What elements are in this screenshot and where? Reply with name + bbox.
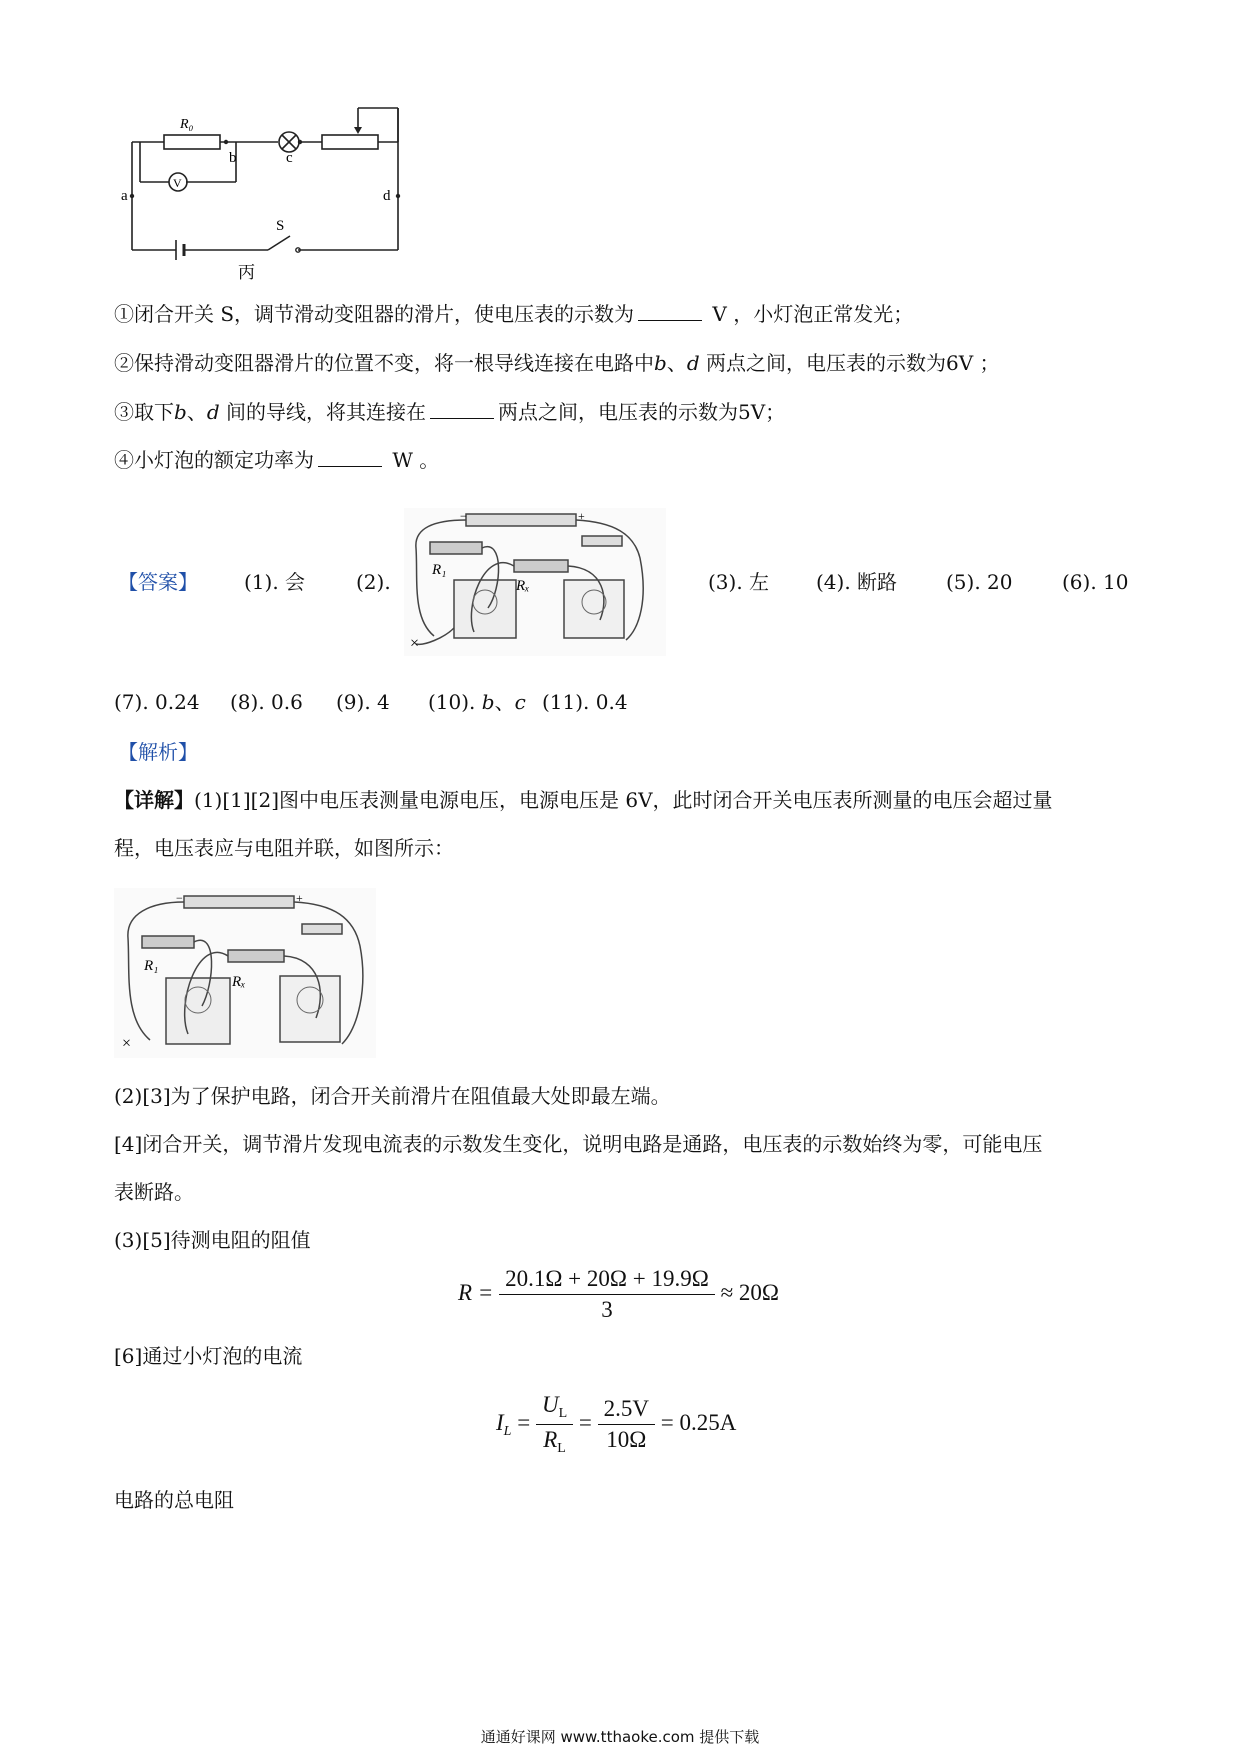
formula-denominator: 3 [601,1297,613,1322]
answer-label: 【答案】 [118,570,198,594]
answer-11: (11). 0.4 [542,690,628,714]
step-1-text: ①闭合开关 S，调节滑动变阻器的滑片，使电压表的示数为 [114,302,635,326]
formula-num-2: 2.5V [598,1396,655,1425]
formula-current [496,1392,736,1457]
separator: 、 [494,690,515,714]
step-4-text: ④小灯泡的额定功率为 [114,448,314,472]
label-r0: R₀ [180,117,194,132]
photo-r1-label: R₁ [432,562,447,578]
equals-sign: = [517,1409,531,1435]
switch-label: S [276,218,285,234]
analysis-para-2: (2)[3]为了保护电路，闭合开关前滑片在阻值最大处即最左端。 [114,1084,671,1108]
formula-fraction-2 [598,1396,655,1453]
answer-10 [428,688,526,716]
answer-2: (2). [356,570,391,594]
answer-blank [430,398,494,419]
analysis-para-5: [6]通过小灯泡的电流 [114,1344,303,1368]
photo-cross-mark: × [122,1035,132,1052]
equals-sign: = [578,1409,592,1435]
answer-3: (3). 左 [708,570,770,594]
step-4-tail: W 。 [386,448,440,472]
separator: 、 [186,400,207,424]
wiring-photo-answer [404,508,666,656]
node-b-label: b [229,150,237,166]
formula-rhs: = 0.25A [660,1409,737,1435]
answer-blank [638,300,702,321]
analysis-para-4: (3)[5]待测电阻的阻值 [114,1228,311,1252]
step-3 [114,398,785,426]
node-c-label: c [286,150,293,166]
step-2-text: ②保持滑动变阻器滑片的位置不变，将一根导线连接在电路中 [114,351,654,375]
answer-8: (8). 0.6 [230,690,303,714]
figure-caption: 丙 [238,263,255,282]
formula-R: R [543,1427,558,1452]
separator: 、 [666,351,687,375]
step-3-tail: 两点之间，电压表的示数为5V； [497,400,786,424]
formula-R-sub: L [557,1441,566,1456]
step-3-mid: 间的导线，将其连接在 [219,400,426,424]
analysis-para-3a: [4]闭合开关，调节滑片发现电流表的示数发生变化，说明电路是通路，电压表的示数始终为零，可能电压 [114,1132,1043,1156]
analysis-para-1a [114,786,1053,814]
photo-minus: − [176,891,183,905]
node-a-label: a [121,188,128,204]
answer-4: (4). 断路 [816,570,898,594]
point-b: b [174,400,187,424]
formula-fraction-1 [536,1392,573,1457]
formula-U: U [541,1392,559,1417]
page-footer: 通通好课网 www.tthaoke.com 提供下载 [480,1728,760,1746]
step-2 [114,349,1000,377]
analysis-para-6: 电路的总电阻 [114,1488,234,1512]
formula-U-sub: L [558,1406,568,1421]
answer-5: (5). 20 [946,570,1013,594]
photo-plus: + [296,891,303,905]
step-4 [114,446,439,474]
answer-blank [318,446,382,467]
detail-label: 【详解】 [114,788,194,812]
step-1 [114,300,913,328]
point-c: c [514,690,526,714]
answer-1: (1). 会 [244,570,306,594]
photo-cross-mark: × [410,635,420,652]
formula-fraction [499,1266,715,1323]
formula-lhs: R = [458,1279,494,1305]
analysis-label: 【解析】 [118,740,198,764]
analysis-text: (1)[1][2]图中电压表测量电源电压，电源电压是 6V，此时闭合开关电压表所测量的电压会超过量 [194,788,1053,812]
answer-9: (9). 4 [336,690,390,714]
photo-r1-label: R₁ [144,958,159,974]
point-b: b [654,351,667,375]
formula-I-sub: L [503,1423,512,1439]
photo-rx-label: Rₓ [516,578,530,594]
voltmeter-label: V [173,176,182,190]
formula-den-2: 10Ω [606,1427,647,1452]
formula-resistance [458,1266,779,1323]
answer-10-num: (10). [428,690,476,714]
photo-rx-label: Rₓ [232,974,246,990]
answer-7: (7). 0.24 [114,690,200,714]
point-d: d [686,351,700,375]
wiring-photo-analysis [114,888,376,1058]
photo-minus: − [460,509,467,523]
point-b: b [481,690,495,714]
step-2-tail: 两点之间，电压表的示数为6V ； [699,351,1000,375]
circuit-diagram [118,100,438,285]
formula-rhs: ≈ 20Ω [720,1279,780,1305]
formula-numerator: 20.1Ω + 20Ω + 19.9Ω [499,1266,715,1295]
analysis-para-1b: 程，电压表应与电阻并联，如图所示： [114,836,454,860]
step-3-text: ③取下 [114,400,174,424]
analysis-para-3b: 表断路。 [114,1180,194,1204]
point-d: d [206,400,220,424]
node-d-label: d [383,188,391,204]
photo-plus: + [578,509,585,523]
answer-6: (6). 10 [1062,570,1129,594]
formula-I: I [496,1409,504,1435]
step-1-tail: V ，小灯泡正常发光； [706,302,914,326]
